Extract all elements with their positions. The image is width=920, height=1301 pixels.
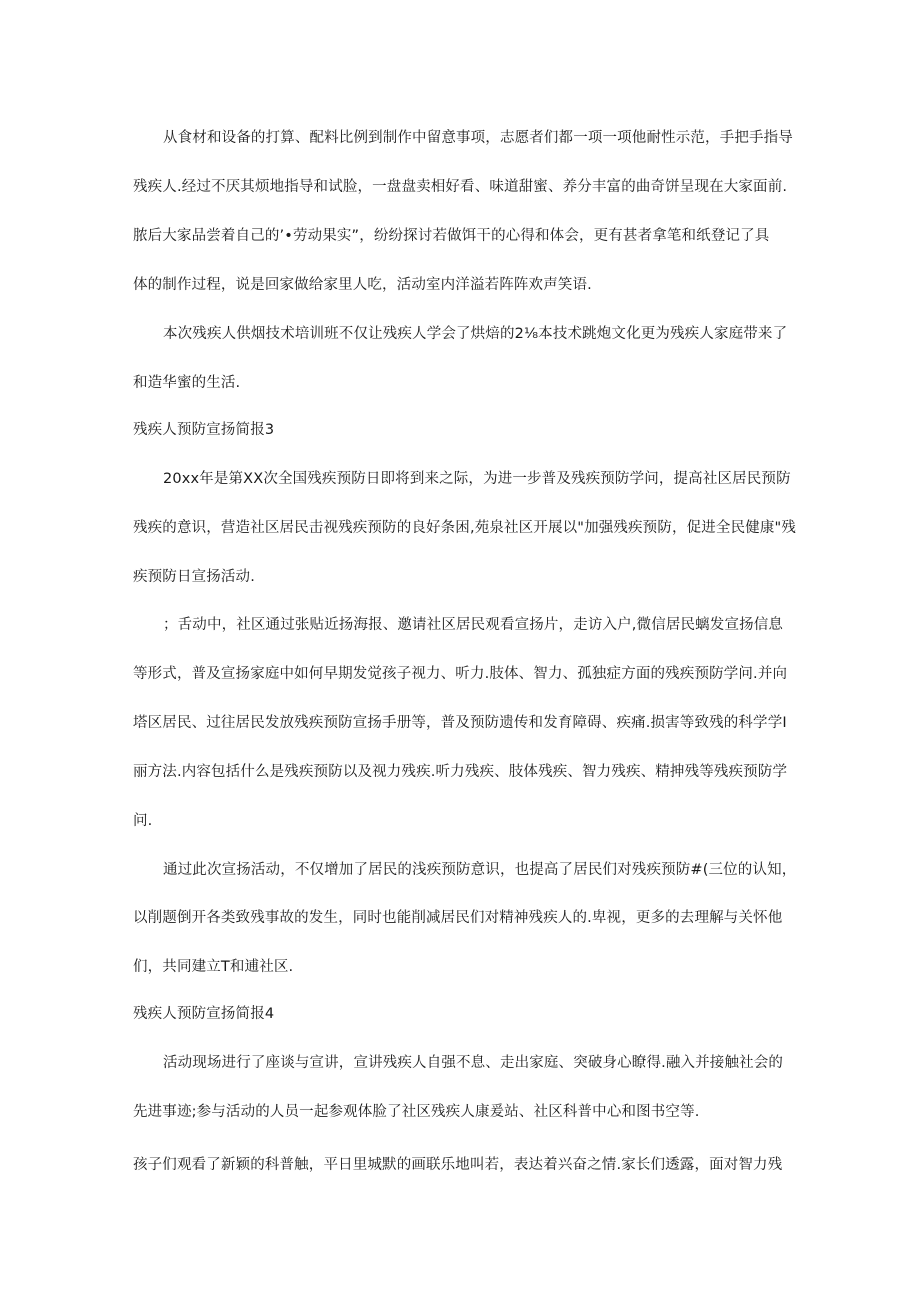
text-line: 体的制作过程，说是回家做给家里人吃，活动室内洋溢若阵阵欢声笑语. <box>133 277 592 293</box>
text-line: 疾预防日宣扬活动. <box>133 569 255 585</box>
text-line: 残疾的意识，营造社区居民击视残疾预防的良好条困,苑泉社区开展以"加强残疾预防，促进全民健康"残 <box>133 520 796 536</box>
text-line: 通过此次宣扬活动，不仅增加了居民的浅疾预防意识，也提高了居民们对残疾预防#(三位的认知， <box>163 862 797 878</box>
text-line: 活动现场进行了座谈与宣讲，宣讲残疾人自强不息、走出家庭、突破身心瞭得.融入并接触社会的 <box>163 1055 784 1071</box>
text-line: 从食材和设备的打算、配料比例到制作中留意事项，志愿者们都一项一项他耐性示范，手把手指导 <box>163 130 793 146</box>
text-line: 先进事迹;参与活动的人员一起参观体脸了社区残疾人康爰站、社区科普中心和图书空等. <box>133 1104 700 1120</box>
text-line: 本次残疾人供烟技术培训班不仅让残疾人学会了烘焙的2⅛本技术跳炮文化更为残疾人家庭带来了 <box>163 326 788 342</box>
text-line: 脓后大家品尝着自己的’•劳动果实”，纷纷探讨若做饵干的心得和体会，更有甚者拿笔和纸登记了具 <box>133 228 770 244</box>
section-heading: 残疾人预防宣扬简报3 <box>133 422 275 438</box>
text-line: 们，共同建立T和逋社区. <box>133 959 294 975</box>
text-line: 丽方法.内容包括什么是残疾预防以及视力残疾.听力残疾、肢体残疾、智力残疾、精抻残等残疾预防学 <box>133 764 788 780</box>
text-line: 等形式，普及宣扬家庭中如何早期发觉孩子视力、听力.肢体、智力、孤独症方面的残疾预防学问.并向 <box>133 666 788 682</box>
text-line: 塔区居民、过往居民发放残疾预防宣扬手册等，普及预防遗传和发育障碍、疾痛.损害等致残的科学学I <box>133 715 787 731</box>
text-line: 孩子们观看了新颖的科普触，平日里城默的画联乐地叫若，表达着兴奋之情.家长们透露，面对智力残 <box>133 1157 783 1173</box>
text-line: 问. <box>133 813 153 829</box>
text-line: 和造华蜜的生活. <box>133 375 241 391</box>
text-line: 以削题倒开各类致残事故的发生，同时也能削减居民们对精神残疾人的.卑视，更多的去理解与关怀他 <box>133 910 783 926</box>
text-line: ；舌动中，社区通过张贴近扬海报、邀请社区居民观看宣扬片，走访入户,微信居民螭发宣扬信息 <box>163 617 784 633</box>
section-heading: 残疾人预防宣扬简报4 <box>133 1006 275 1022</box>
text-line: 20xx年是第XX次全国残疾预防日即将到来之际，为进一步普及残疾预防学问，提高社区居民预防 <box>163 471 791 487</box>
text-line: 残疾人.经过不厌其烦地指导和试脸，一盘盘卖相好看、味道甜蜜、养分丰富的曲奇饼呈现在大家面前. <box>133 179 788 195</box>
